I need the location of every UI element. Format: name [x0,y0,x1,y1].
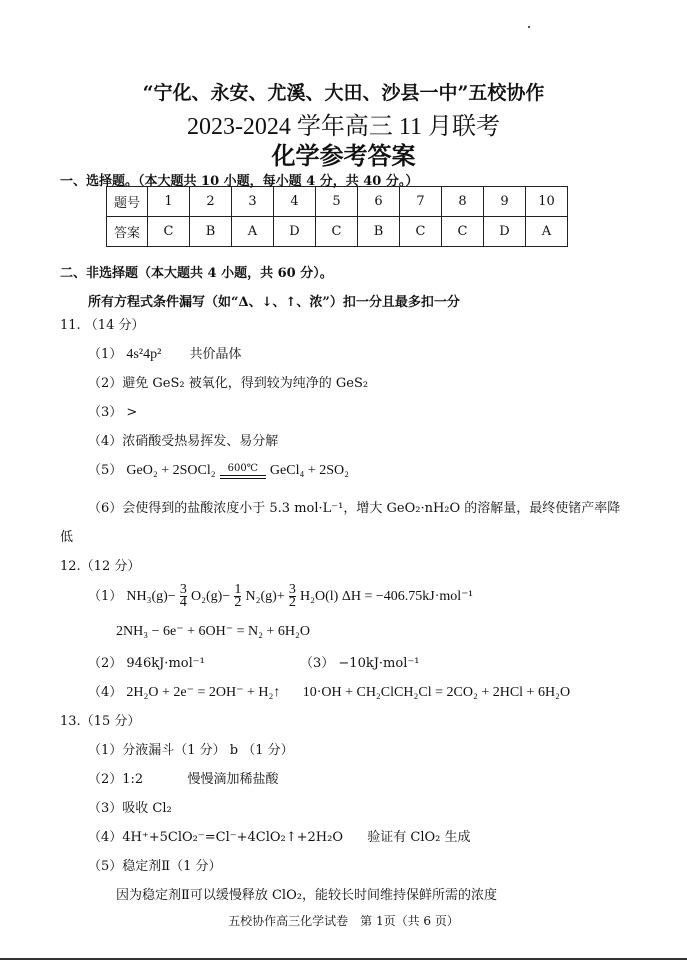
question-number: 3 [232,187,274,217]
page-footer: 五校协作高三化学试卷 第 1页（共 6 页） [228,914,459,928]
answer-cell: A [526,217,568,247]
q13-part2 [88,768,279,787]
answer-table [106,186,568,247]
q11-part1-label: （1） [88,347,123,362]
question-number: 8 [442,187,484,217]
q12-part1-electrode: 2NH₃ − 6e⁻ + 6OH⁻ = N₂ + 6H₂O [116,624,310,639]
question-number: 2 [190,187,232,217]
q13-part4-equation: （4）4H⁺+5ClO₂⁻=Cl⁻+4ClO₂↑+2H₂O [88,830,343,845]
frac-num: 3 [288,582,296,597]
question-number: 7 [400,187,442,217]
frac-num: 3 [179,582,187,597]
answer-cell: D [484,217,526,247]
q11-part1-config: 4s²4p² [126,347,162,362]
answer-cell: C [442,217,484,247]
q11-part1-crystal: 共价晶体 [189,347,242,362]
q13-part4-purpose: 验证有 ClO₂ 生成 [367,830,471,845]
q12-eq-term: N₂(g)+ [245,589,285,604]
q13-part2-ratio: （2）1:2 [88,772,144,787]
section2-note: 所有方程式条件漏写（如“Δ、↓、↑、浓”）扣一分且最多扣一分 [88,295,460,310]
header-schools: “宁化、永安、尤溪、大田、沙县一中”五校协作 [142,82,545,104]
q12-part3: （3） −10kJ·mol⁻¹ [300,656,420,671]
q13-part3: （3）吸收 Cl₂ [88,801,172,816]
q12-part1-label: （1） [88,589,123,604]
q12-part4-reaction: 10·OH + CH₂ClCH₂Cl = 2CO₂ + 2HCl + 6H₂O [302,685,571,700]
q11-title: 11. （14 分） [60,318,145,333]
q12-part4 [88,681,570,701]
question-number: 9 [484,187,526,217]
q11-part1 [88,343,242,363]
q11-part5-label: （5） [88,463,123,478]
q11-part2: （2）避免 GeS₂ 被氧化，得到较为纯净的 GeS₂ [88,376,369,391]
row-label-number: 题号 [107,187,148,217]
q11-part4: （4）浓硝酸受热易挥发、易分解 [88,434,279,449]
answer-cell: C [400,217,442,247]
page-edge-line [0,958,687,960]
question-number: 4 [274,187,316,217]
answer-cell: B [190,217,232,247]
section1-title: 一、选择题。（本大题共 10 小题，每小题 4 分，共 40 分。） [60,174,419,189]
answer-table-answer-row [107,217,568,247]
q13-part5: （5）稳定剂Ⅱ（1 分） [88,859,222,874]
q12-eq-term: NH₃(g)− [126,589,176,604]
question-number: 10 [526,187,568,217]
q11-part5 [88,459,349,479]
q11-part5-arrow [220,464,266,479]
frac-den: 4 [179,595,187,610]
answer-cell: D [274,217,316,247]
q11-part5-products: GeCl₄ + 2SO₂ [269,463,350,478]
q11-part5-reactants: GeO₂ + 2SOCl₂ [126,463,216,478]
question-number: 5 [316,187,358,217]
q13-part1: （1）分液漏斗（1 分） b （1 分） [88,743,294,758]
answer-table-number-row [107,187,568,217]
frac-num: 1 [234,582,242,597]
header-exam: 2023-2024 学年高三 11 月联考 [186,114,501,140]
q12-eq-term: H₂O(l) ΔH = −406.75kJ·mol⁻¹ [300,589,473,604]
q12-part4-label: （4） [88,685,123,700]
answer-cell: C [148,217,190,247]
q12-title: 12.（12 分） [60,559,141,574]
scan-speck [528,26,530,28]
frac-den: 2 [288,595,296,610]
q11-part6-cont: 低 [60,530,74,545]
q12-fraction [180,584,187,609]
question-number: 6 [358,187,400,217]
q13-part2-method: 慢慢滴加稀盐酸 [187,772,279,787]
question-number: 1 [148,187,190,217]
answer-cell: C [316,217,358,247]
q13-part5-reason: 因为稳定剂Ⅱ可以缓慢释放 ClO₂，能较长时间维持保鲜所需的浓度 [116,888,497,903]
q12-fraction [289,584,296,609]
q12-eq-term: O₂(g)− [191,589,231,604]
q11-part3: （3） > [88,405,138,420]
frac-den: 2 [234,595,242,610]
q13-part4 [88,826,471,845]
q12-part1-thermo [88,584,473,609]
section2-title: 二、非选择题（本大题共 4 小题，共 60 分）。 [60,266,333,281]
q11-part5-condition: 600℃ [227,463,258,474]
q13-title: 13.（15 分） [60,714,141,729]
answer-cell: A [232,217,274,247]
q12-fraction [234,584,241,609]
q12-part2: （2） 946kJ·mol⁻¹ [88,656,205,671]
q11-part6: （6）会使得到的盐酸浓度小于 5.3 mol·L⁻¹，增大 GeO₂·nH₂O 的溶解量，最终使锗产率降 [88,501,621,516]
page-title: 化学参考答案 [271,141,416,170]
answer-cell: B [358,217,400,247]
q12-part4-cathode: 2H₂O + 2e⁻ = 2OH⁻ + H₂↑ [126,685,281,700]
row-label-answer: 答案 [107,217,148,247]
